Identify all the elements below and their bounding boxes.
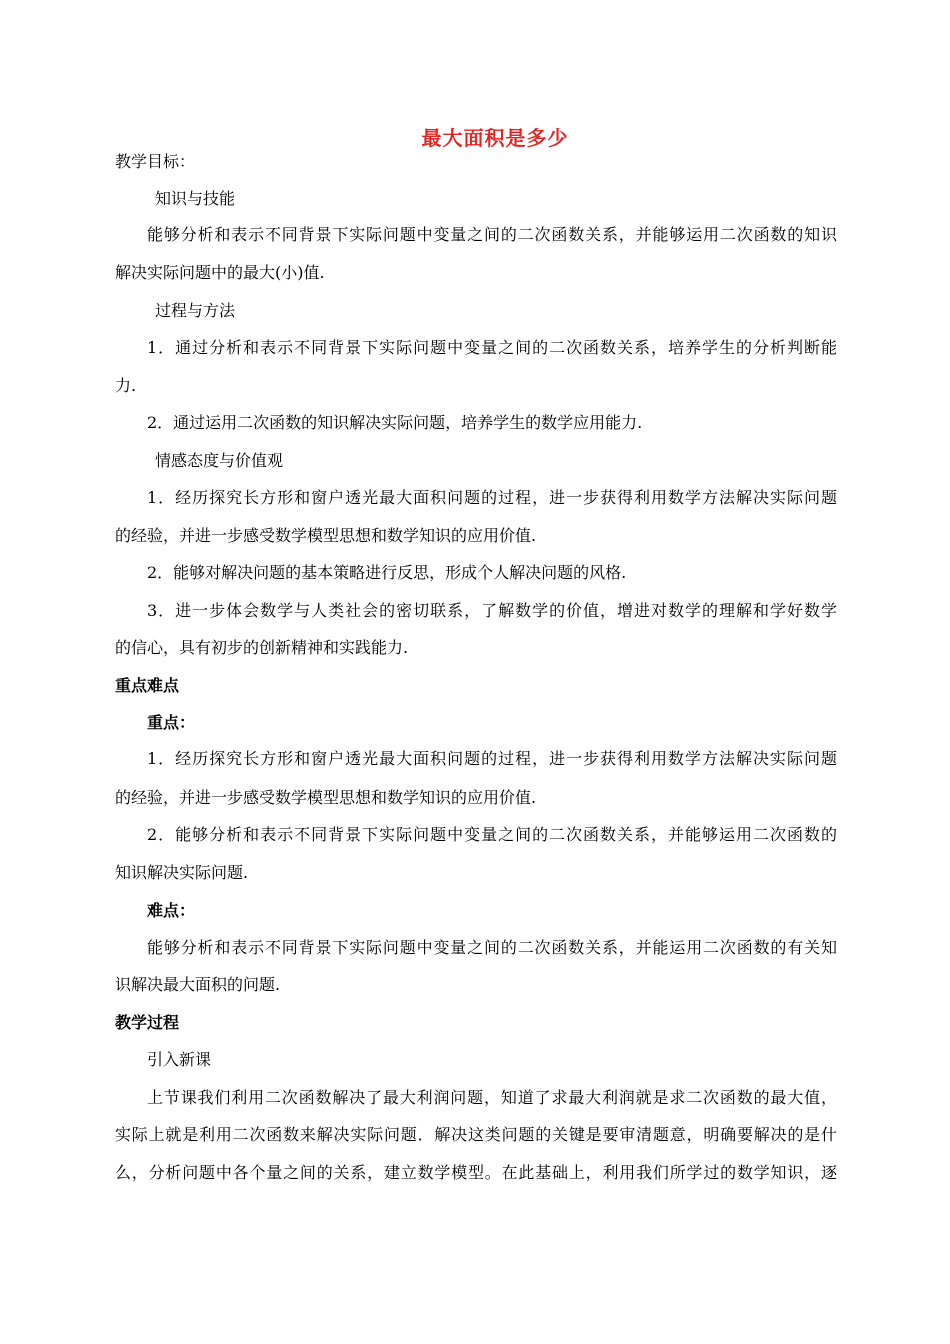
knowledge-text-line: 解决实际问题中的最大(小)值.: [115, 263, 325, 282]
attitude-item-line: 1．经历探究长方形和窗户透光最大面积问题的过程，进一步获得利用数学方法解决实际问题: [147, 488, 837, 507]
intro-text-line: 上节课我们利用二次函数解决了最大利润问题，知道了求最大利润就是求二次函数的最大值，: [147, 1088, 837, 1107]
knowledge-text-line: 能够分析和表示不同背景下实际问题中变量之间的二次函数关系，并能够运用二次函数的知识: [147, 225, 837, 244]
attitude-item-line: 3．进一步体会数学与人类社会的密切联系，了解数学的价值，增进对数学的理解和学好数学: [147, 601, 837, 620]
page-title: 最大面积是多少: [421, 126, 569, 150]
key-points-heading: 重点：: [147, 713, 196, 732]
teaching-process-heading: 教学过程: [115, 1013, 180, 1032]
attitude-item-line: 2．能够对解决问题的基本策略进行反思，形成个人解决问题的风格.: [147, 563, 627, 582]
process-method-heading: 过程与方法: [155, 301, 236, 320]
attitude-values-heading: 情感态度与价值观: [155, 451, 284, 470]
difficult-text-line: 识解决最大面积的问题.: [115, 975, 281, 994]
intro-text-line: 么，分析问题中各个量之间的关系，建立数学模型。在此基础上，利用我们所学过的数学知识，逐: [115, 1163, 837, 1182]
attitude-item-line: 的经验，并进一步感受数学模型思想和数学知识的应用价值.: [115, 526, 537, 545]
key-item-line: 2．能够分析和表示不同背景下实际问题中变量之间的二次函数关系，并能够运用二次函数的: [147, 825, 837, 844]
process-item-line: 1．通过分析和表示不同背景下实际问题中变量之间的二次函数关系，培养学生的分析判断能: [147, 338, 837, 357]
key-item-line: 的经验，并进一步感受数学模型思想和数学知识的应用价值.: [115, 788, 537, 807]
key-item-line: 1．经历探究长方形和窗户透光最大面积问题的过程，进一步获得利用数学方法解决实际问题: [147, 749, 837, 768]
key-difficult-heading: 重点难点: [115, 676, 180, 695]
process-item-line: 2．通过运用二次函数的知识解决实际问题，培养学生的数学应用能力.: [147, 413, 643, 432]
knowledge-skills-heading: 知识与技能: [155, 189, 236, 208]
intro-text-line: 实际上就是利用二次函数来解决实际问题．解决这类问题的关键是要审清题意，明确要解决的是什: [115, 1125, 837, 1144]
difficult-points-heading: 难点：: [147, 901, 196, 920]
difficult-text-line: 能够分析和表示不同背景下实际问题中变量之间的二次函数关系，并能运用二次函数的有关知: [147, 938, 837, 957]
process-item-line: 力.: [115, 376, 137, 395]
key-item-line: 知识解决实际问题.: [115, 863, 249, 882]
intro-heading: 引入新课: [147, 1050, 212, 1069]
teaching-goals-heading: 教学目标：: [115, 152, 196, 171]
attitude-item-line: 的信心，具有初步的创新精神和实践能力.: [115, 638, 409, 657]
